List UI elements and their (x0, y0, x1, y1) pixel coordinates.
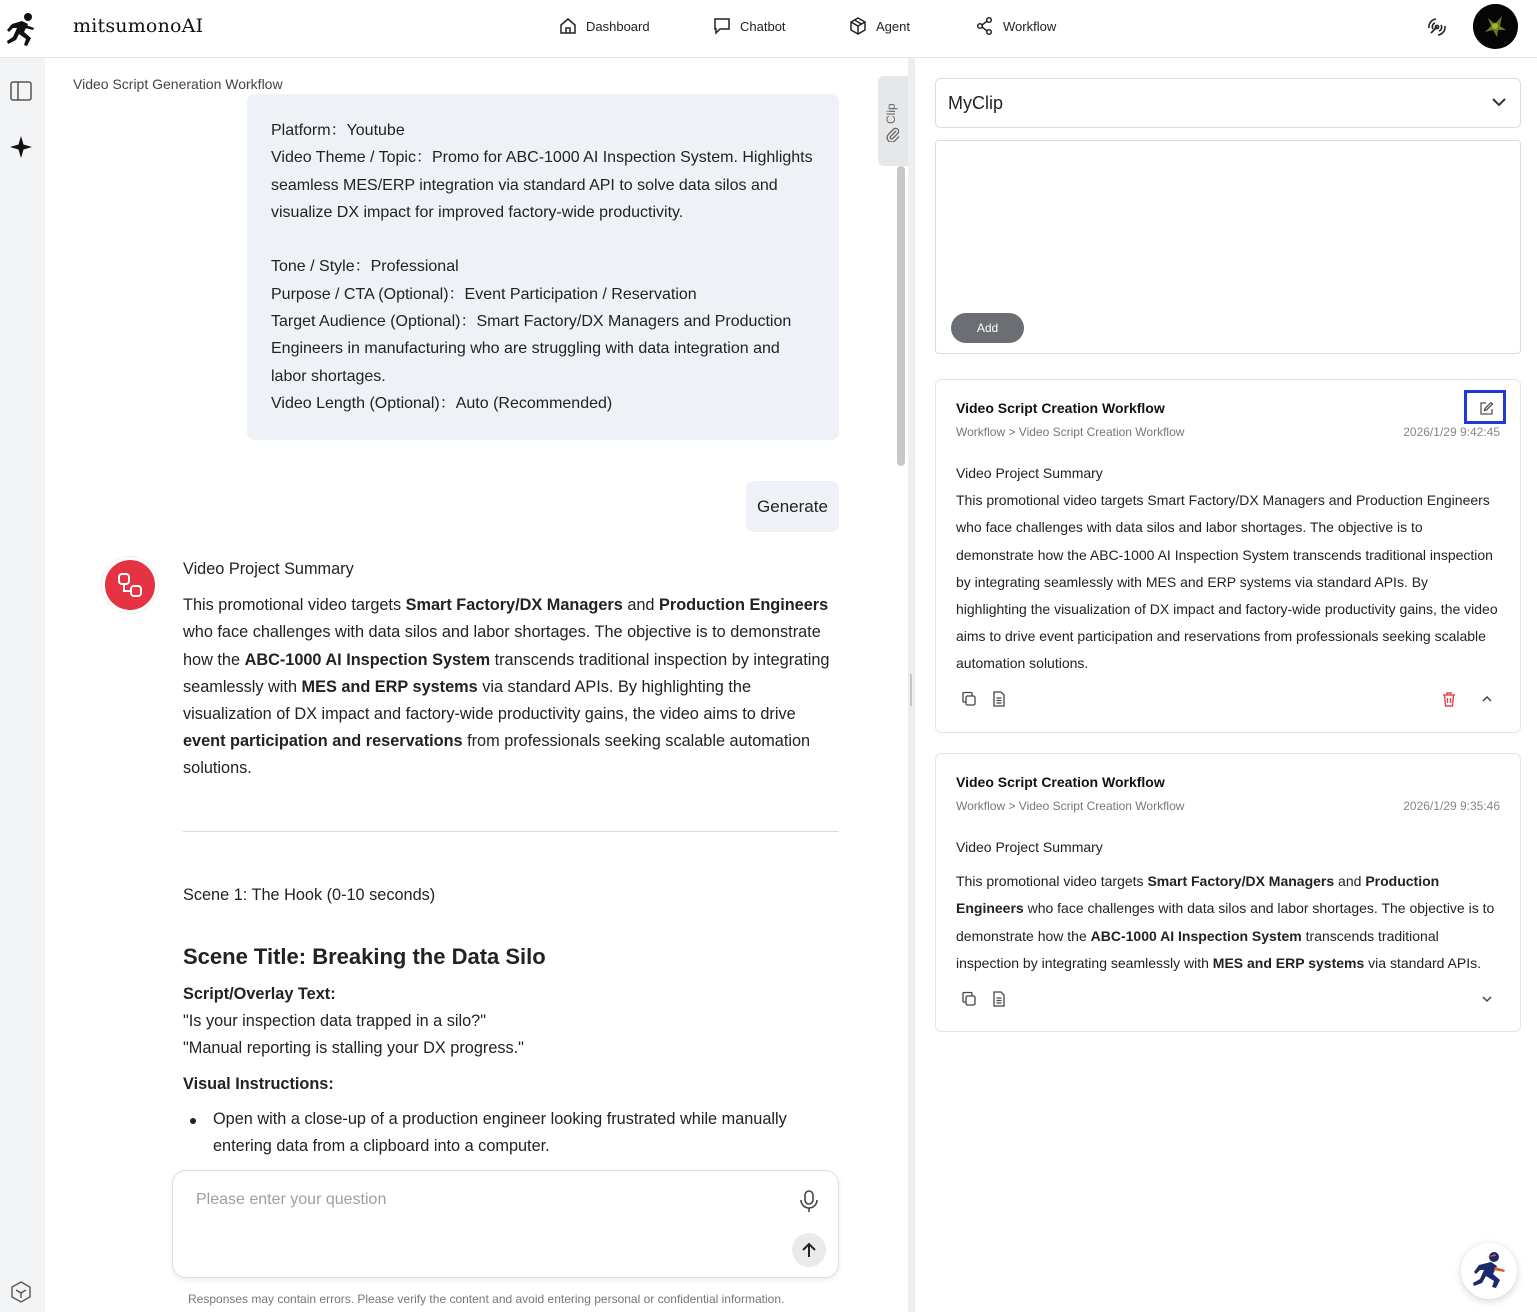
clip-card-title: Video Script Creation Workflow (956, 400, 1165, 416)
clip-card-path: Workflow > Video Script Creation Workflow (956, 425, 1185, 439)
top-bar (0, 0, 1537, 58)
script-line-2: "Manual reporting is stalling your DX progress." (183, 1039, 524, 1058)
chat-bubble-icon (712, 16, 732, 36)
clip-card (935, 379, 1521, 733)
runner-logo-icon[interactable] (4, 12, 38, 48)
assistant-answer (183, 556, 839, 1160)
chevron-down-icon[interactable] (1478, 990, 1496, 1008)
clip-card-time: 2026/1/29 9:35:46 (1403, 799, 1500, 813)
nav-chatbot-label: Chatbot (740, 18, 786, 34)
script-label: Script/Overlay Text: (183, 985, 336, 1004)
nav-chatbot[interactable] (712, 14, 786, 38)
home-icon (558, 16, 578, 36)
microphone-icon[interactable] (798, 1189, 820, 1213)
copy-icon[interactable] (960, 690, 978, 708)
disclaimer-text: Responses may contain errors. Please verify the content and avoid entering personal or confidential information. (188, 1292, 785, 1306)
clip-card-subtitle: Video Project Summary (956, 839, 1103, 855)
clip-select[interactable] (935, 78, 1521, 128)
brand-name: mitsumonoAI (73, 15, 204, 37)
clip-select-value: MyClip (948, 93, 1004, 113)
section-divider (183, 831, 839, 832)
ninja-runner-icon (1461, 1243, 1517, 1299)
add-button[interactable]: Add (951, 313, 1024, 343)
user-avatar[interactable] (1473, 4, 1518, 49)
clip-card-time: 2026/1/29 9:42:45 (1403, 425, 1500, 439)
list-item: Open with a close-up of a production engineer looking frustrated while manually entering data from a clipboard into a computer. (183, 1106, 839, 1160)
script-line-1: "Is your inspection data trapped in a silo?" (183, 1012, 486, 1031)
chevron-up-icon[interactable] (1478, 690, 1496, 708)
satellite-sync-icon[interactable] (1425, 15, 1449, 39)
user-message-text: Platform：Youtube Video Theme / Topic：Promo for ABC-1000 AI Inspection System. Highlights seamless MES/ERP integration via standard API to solve data silos and visualize DX impact for improved factory-wide productivity. Tone / Style：Professional Purpose / CTA (Optional)：Event Participation / Reservation Target Audience (Optional)：Smart Factory/DX Managers and Production Engineers in manufacturing who are struggling with data integration and labor shortages. Video Length (Optional)：Auto (Recommended) (271, 122, 813, 412)
nav-workflow-label: Workflow (1003, 18, 1057, 34)
clip-card (935, 753, 1521, 1032)
panel-splitter[interactable] (908, 58, 915, 1312)
document-icon[interactable] (990, 690, 1008, 708)
nav-agent[interactable] (848, 14, 910, 38)
clip-tab[interactable] (878, 76, 908, 166)
visual-label: Visual Instructions: (183, 1074, 334, 1093)
clip-card-actions (956, 690, 1502, 710)
assistant-fab-button[interactable] (1461, 1243, 1517, 1299)
link-nodes-icon (117, 572, 143, 598)
document-icon[interactable] (990, 990, 1008, 1008)
clip-textarea[interactable] (935, 140, 1521, 354)
nav-workflow[interactable] (975, 14, 1056, 38)
clip-card-body (956, 460, 1502, 678)
arrow-up-icon (800, 1241, 818, 1259)
sidebar-toggle-icon[interactable] (9, 79, 33, 103)
generate-message-bubble: Generate (746, 481, 839, 532)
question-input[interactable] (196, 1191, 756, 1209)
clip-panel (915, 58, 1537, 1312)
clip-card-body (956, 834, 1502, 977)
scene-title: Scene Title: Breaking the Data Silo (183, 943, 546, 969)
paperclip-icon (885, 126, 901, 142)
edit-button[interactable] (1464, 390, 1506, 424)
scene-label: Scene 1: The Hook (0-10 seconds) (183, 885, 436, 904)
left-rail (0, 58, 45, 1312)
chevron-down-icon (1492, 97, 1506, 107)
splitter-grip[interactable] (910, 674, 912, 706)
cube-icon (848, 16, 868, 36)
bot-avatar (102, 557, 158, 613)
clip-card-subtitle: Video Project Summary (956, 465, 1103, 481)
clip-tab-label: Clip (884, 103, 898, 124)
clip-card-path: Workflow > Video Script Creation Workflow (956, 799, 1185, 813)
send-button[interactable] (792, 1233, 826, 1267)
chat-scrollbar[interactable] (897, 166, 905, 466)
trash-icon[interactable] (1440, 690, 1458, 708)
workflow-breadcrumb: Video Script Generation Workflow (73, 76, 283, 92)
summary-heading: Video Project Summary (183, 560, 354, 578)
hexagon-settings-icon[interactable] (9, 1280, 33, 1304)
clip-card-title: Video Script Creation Workflow (956, 774, 1165, 790)
clip-card-text: This promotional video targets Smart Factory/DX Managers and Production Engineers who face challenges with data silos and labor shortages. The objective is to demonstrate how the ABC-1000 AI Inspection System transcends traditional inspection by integrating seamlessly with MES and ERP systems via standard APIs. By highlighting the visualization of DX impact and factory-wide productivity gains, the video aims to drive event participation and reservations from professionals seeking scalable automation solutions. (956, 492, 1498, 672)
clip-card-actions (956, 990, 1502, 1010)
chat-panel (45, 58, 910, 1312)
summary-paragraph: This promotional video targets Smart Factory/DX Managers and Production Engineers who face challenges with data silos and labor shortages. The objective is to demonstrate how the ABC-1000 AI Inspection System transcends traditional inspection by integrating seamlessly with MES and ERP systems via standard APIs. By highlighting the visualization of DX impact and factory-wide productivity gains, the video aims to drive event participation and reservations from professionals seeking scalable automation solutions. (183, 596, 830, 778)
edit-pencil-icon (1479, 401, 1494, 416)
question-input-box (172, 1170, 839, 1278)
clip-card-text: This promotional video targets Smart Factory/DX Managers and Production Engineers who face challenges with data silos and labor shortages. The objective is to demonstrate how the ABC-1000 AI Inspection System transcends traditional inspection by integrating seamlessly with MES and ERP systems via standard APIs. (956, 873, 1495, 971)
share-nodes-icon (975, 16, 995, 36)
user-message-bubble (247, 94, 839, 440)
avatar-figure-icon (1473, 4, 1518, 49)
nav-dashboard-label: Dashboard (586, 18, 650, 34)
nav-agent-label: Agent (876, 18, 910, 34)
sparkle-icon[interactable] (9, 135, 33, 159)
copy-icon[interactable] (960, 990, 978, 1008)
nav-dashboard[interactable] (558, 14, 650, 38)
